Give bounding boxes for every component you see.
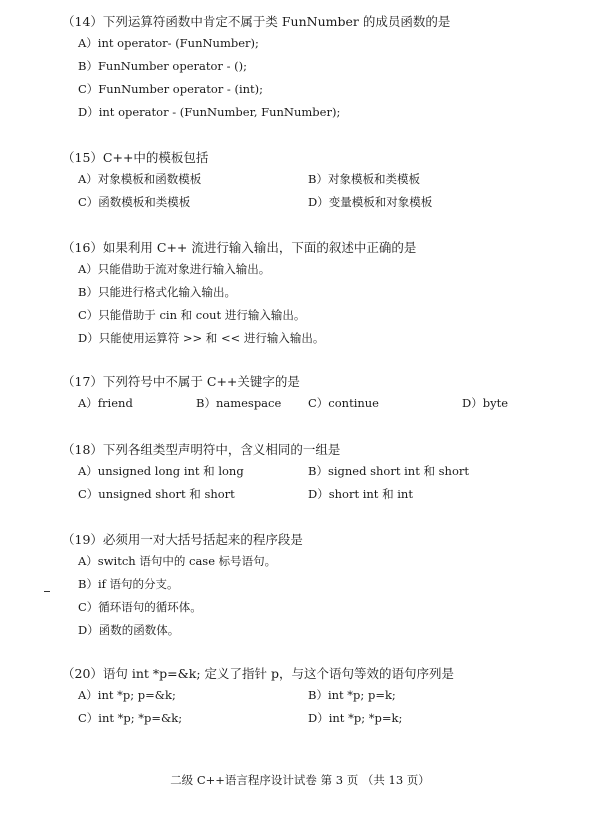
option-c: C）int *p; *p=&k; <box>78 711 183 725</box>
question-stem: （17）下列符号中不属于 C++关键字的是 <box>62 374 300 389</box>
options-row-1 <box>62 168 582 191</box>
option-a: A）switch 语句中的 case 标号语句。 <box>78 554 277 568</box>
question-14 <box>62 12 582 124</box>
question-stem: （15）C++中的模板包括 <box>62 150 209 165</box>
question-16 <box>62 238 582 350</box>
option-c: C）unsigned short 和 short <box>78 487 235 501</box>
option-b: B）FunNumber operator - (); <box>78 59 247 73</box>
margin-mark <box>44 591 50 592</box>
page-footer: 二级 C++语言程序设计试卷 第 3 页 （共 13 页） <box>170 773 430 787</box>
options-row-1 <box>62 460 582 483</box>
question-15 <box>62 148 582 214</box>
options-row-2 <box>62 707 582 730</box>
question-stem: （14）下列运算符函数中肯定不属于类 FunNumber 的成员函数的是 <box>62 14 451 29</box>
options-row-2 <box>62 483 582 506</box>
option-a: A）对象模板和函数模板 <box>78 172 202 186</box>
option-a: A）int operator- (FunNumber); <box>78 36 259 50</box>
option-d: D）只能使用运算符 >> 和 << 进行输入输出。 <box>78 331 325 345</box>
question-19 <box>62 530 582 642</box>
option-a: A）unsigned long int 和 long <box>78 464 244 478</box>
option-b: B）对象模板和类模板 <box>308 172 420 186</box>
option-d: D）short int 和 int <box>308 487 413 501</box>
option-c: C）循环语句的循环体。 <box>78 600 202 614</box>
option-a: A）只能借助于流对象进行输入输出。 <box>78 262 271 276</box>
option-b: B）signed short int 和 short <box>308 464 469 478</box>
question-stem: （20）语句 int *p=&k; 定义了指针 p，与这个语句等效的语句序列是 <box>62 666 455 681</box>
option-b: B）namespace <box>196 396 282 410</box>
option-c: C）函数模板和类模板 <box>78 195 191 209</box>
question-stem: （18）下列各组类型声明符中，含义相同的一组是 <box>62 442 341 457</box>
option-b: B）只能进行格式化输入输出。 <box>78 285 236 299</box>
question-stem: （19）必须用一对大括号括起来的程序段是 <box>62 532 303 547</box>
option-c: C）FunNumber operator - (int); <box>78 82 264 96</box>
option-c: C）continue <box>308 396 379 410</box>
option-d: D）int *p; *p=k; <box>308 711 403 725</box>
option-a: A）friend <box>78 396 133 410</box>
option-c: C）只能借助于 cin 和 cout 进行输入输出。 <box>78 308 306 322</box>
option-d: D）函数的函数体。 <box>78 623 180 637</box>
option-b: B）if 语句的分支。 <box>78 577 179 591</box>
option-d: D）变量模板和对象模板 <box>308 195 433 209</box>
option-b: B）int *p; p=k; <box>308 688 396 702</box>
question-stem: （16）如果利用 C++ 流进行输入输出，下面的叙述中正确的是 <box>62 240 417 255</box>
options-row <box>62 392 582 415</box>
question-17 <box>62 372 582 415</box>
option-d: D）int operator - (FunNumber, FunNumber); <box>78 105 341 119</box>
options-row-2 <box>62 191 582 214</box>
option-a: A）int *p; p=&k; <box>78 688 176 702</box>
question-18 <box>62 440 582 506</box>
options-row-1 <box>62 684 582 707</box>
option-d: D）byte <box>462 396 509 410</box>
question-20 <box>62 664 582 730</box>
